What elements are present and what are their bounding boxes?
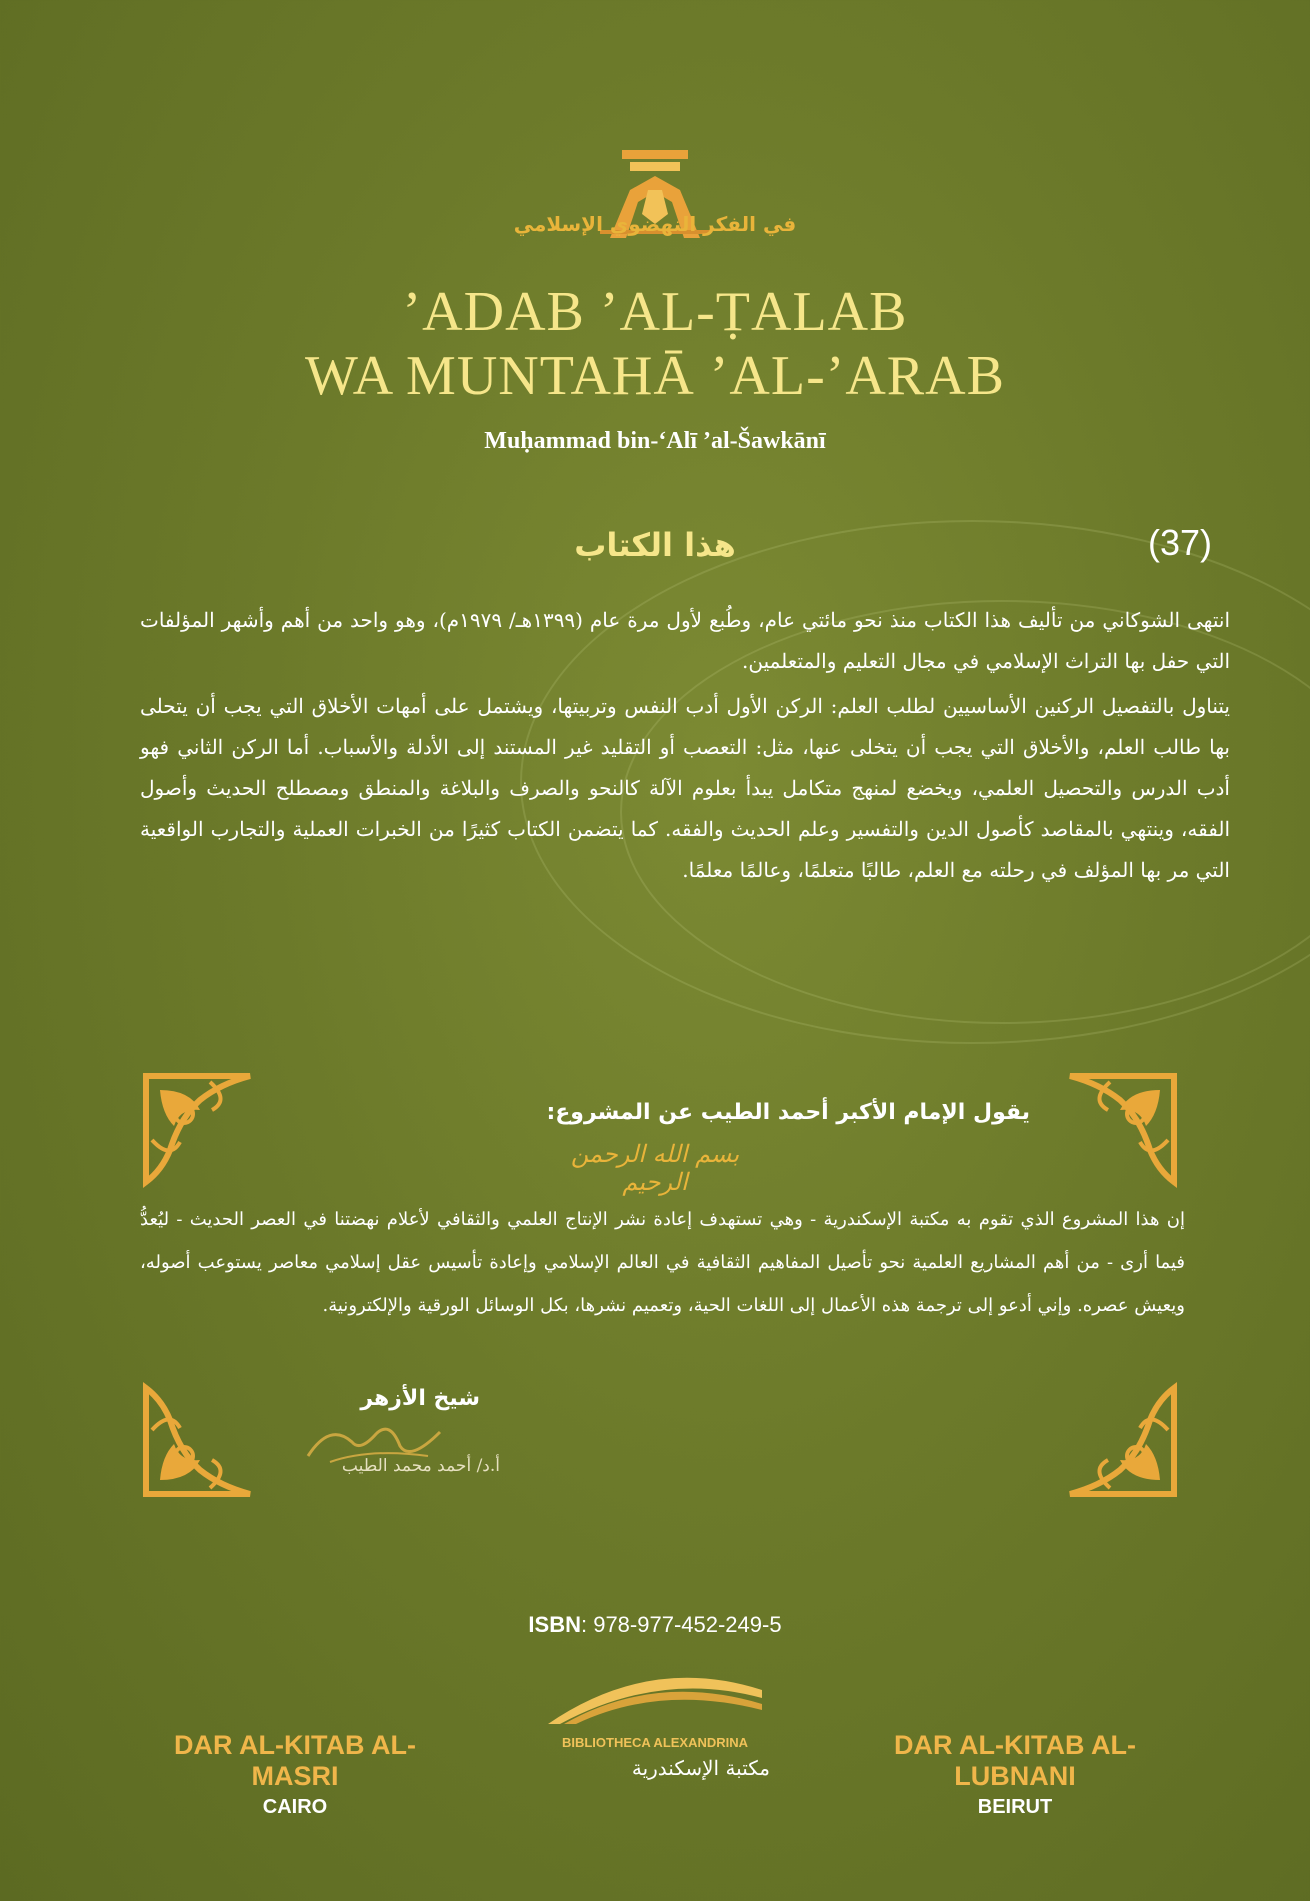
book-title-line2: WA MUNTAHĀ ’AL-’ARAB — [305, 345, 1005, 407]
description-paragraph-1: انتهى الشوكاني من تأليف هذا الكتاب منذ نحو مائتي عام، وطُبع لأول مرة عام (١٣٩٩هـ/ ١٩٧٩م)، وهو واحد من أهم وأشهر المؤلفات التي حفل بها التراث الإسلامي في مجال التعليم والمتعلمين. — [140, 608, 1230, 673]
corner-ornament-icon — [140, 1070, 260, 1190]
book-title-line1: ’ADAB ’AL-ṬALAB — [402, 281, 908, 343]
basmala: بسم الله الرحمن الرحيم — [570, 1140, 740, 1196]
isbn — [0, 1612, 1310, 1638]
signature-title: شيخ الأزهر — [360, 1386, 480, 1411]
isbn-value: : 978-977-452-249-5 — [580, 1612, 782, 1637]
signature-name: أ.د/ أحمد محمد الطيب — [341, 1456, 500, 1476]
publisher-beirut — [860, 1730, 1170, 1819]
author-name: Muḥammad bin-‘Alī ’al-Šawkānī — [484, 428, 826, 454]
series-name: في الفكر النهضوي الإسلامي — [513, 212, 797, 236]
book-description — [140, 600, 1230, 895]
publisher-right-name: DAR AL-KITAB AL-LUBNANI — [894, 1730, 1136, 1791]
publisher-right-city: BEIRUT — [977, 1796, 1053, 1818]
quote-body: إن هذا المشروع الذي تقوم به مكتبة الإسكندرية - وهي تستهدف إعادة نشر الإنتاج العلمي والثقافي لأعلام نهضتنا في العصر الحديث - ليُعدُّ فيما أرى - من أهم المشاريع العلمية نحو تأصيل المفاهيم الثقافية في العالم الإسلامي وإعادة تأسيس عقل إسلامي معاصر يستوعب أصوله، ويعيش عصره. وإني أدعو إلى ترجمة هذه الأعمال إلى اللغات الحية، وتعميم نشرها، بكل الوسائل الورقية والإلكترونية. — [140, 1209, 1185, 1316]
publisher-cairo — [140, 1730, 450, 1819]
isbn-label: ISBN — [528, 1612, 581, 1637]
volume-number: (37) — [1148, 522, 1213, 563]
about-heading: هذا الكتاب — [574, 526, 736, 564]
description-paragraph-2: يتناول بالتفصيل الركنين الأساسيين لطلب العلم: الركن الأول أدب النفس وتربيتها، ويشتمل على أمهات الأخلاق التي يجب أن يتحلى بها طالب العلم، والأخلاق التي يجب أن يتخلى عنها، مثل: التعصب أو التقليد غير المستند إلى الأدلة والأسباب. أما الركن الثاني فهو أدب الدرس والتحصيل العلمي، ويخضع لمنهج متكامل يبدأ بعلوم الآلة كالنحو والصرف والبلاغة والمنطق ومصطلح الحديث وأصول الفقه، وينتهي بالمقاصد كأصول الدين والتفسير وعلم الحديث والفقه. كما يتضمن الكتاب كثيرًا من الخبرات العملية والتجارب الواقعية التي مر بها المؤلف في رحلته مع العلم، طالبًا متعلمًا، وعالمًا معلمًا. — [140, 694, 1230, 882]
publisher-left-name: DAR AL-KITAB AL-MASRI — [174, 1730, 416, 1791]
publisher-left-city: CAIRO — [262, 1796, 328, 1818]
bibliotheca-name-en: BIBLIOTHECA ALEXANDRINA — [561, 1735, 749, 1750]
corner-ornament-icon — [140, 1380, 260, 1500]
bibliotheca-name-ar: مكتبة الإسكندرية — [631, 1756, 770, 1780]
bibliotheca-alexandrina-logo-icon — [540, 1664, 770, 1728]
quote-intro: يقول الإمام الأكبر أحمد الطيب عن المشروع: — [546, 1100, 1030, 1125]
corner-ornament-icon — [1060, 1070, 1180, 1190]
corner-ornament-icon — [1060, 1380, 1180, 1500]
